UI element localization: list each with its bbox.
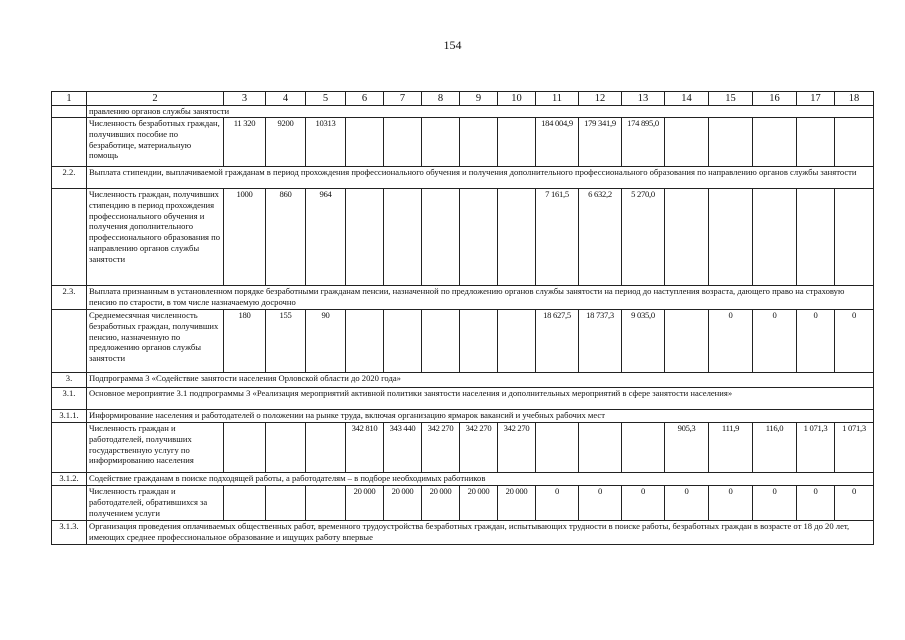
section-title: Информирование населения и работодателей о положении на рынке труда, включая организацию ярмарок вакансий и учебных рабочих мест: [87, 410, 874, 423]
value-cell: [709, 118, 753, 167]
value-cell: [266, 423, 306, 473]
value-cell: 5 270,0: [622, 189, 665, 286]
value-cell: 342 270: [422, 423, 460, 473]
column-number: 5: [306, 92, 346, 106]
value-cell: 9 035,0: [622, 310, 665, 373]
column-number: 9: [460, 92, 498, 106]
value-cell: 7 161,5: [536, 189, 579, 286]
column-number: 11: [536, 92, 579, 106]
section-title: Выплата признанным в установленном порядке безработными гражданам пенсии, назначенной по предложению органов службы занятости на период до наступления возраста, дающего право на страховую пенсию по старости, в том числе назначаемую досрочно: [87, 286, 874, 310]
column-number: 14: [665, 92, 709, 106]
value-cell: 6 632,2: [579, 189, 622, 286]
value-cell: [797, 118, 835, 167]
row-code-cell: [52, 106, 87, 118]
value-cell: 0: [622, 486, 665, 521]
value-cell: 20 000: [460, 486, 498, 521]
value-cell: 20 000: [346, 486, 384, 521]
value-cell: [422, 310, 460, 373]
value-cell: [753, 118, 797, 167]
value-cell: [665, 310, 709, 373]
value-cell: 1 071,3: [797, 423, 835, 473]
indicator-label: Численность граждан, получивших стипендию в период прохождения профессионального обучения и получения дополнительного профессионального образования по направлению органов службы занятости: [87, 189, 224, 286]
value-cell: 342 270: [498, 423, 536, 473]
value-cell: 18 737,3: [579, 310, 622, 373]
value-cell: 860: [266, 189, 306, 286]
value-cell: [306, 486, 346, 521]
value-cell: [536, 423, 579, 473]
indicator-row: [52, 423, 874, 473]
value-cell: 116,0: [753, 423, 797, 473]
row-code-cell: [52, 310, 87, 373]
column-number: 12: [579, 92, 622, 106]
value-cell: [224, 486, 266, 521]
indicator-label: Среднемесячная численность безработных граждан, получивших пенсию, назначенную по предложению органов службы занятости: [87, 310, 224, 373]
section-code: 3.: [52, 373, 87, 388]
column-number-row: [52, 92, 874, 106]
value-cell: 0: [797, 310, 835, 373]
value-cell: 20 000: [498, 486, 536, 521]
section-code: 3.1.3.: [52, 521, 87, 545]
value-cell: [665, 189, 709, 286]
column-number: 4: [266, 92, 306, 106]
section-row: [52, 473, 874, 486]
column-number: 15: [709, 92, 753, 106]
value-cell: [384, 189, 422, 286]
value-cell: 343 440: [384, 423, 422, 473]
column-number: 3: [224, 92, 266, 106]
value-cell: [460, 189, 498, 286]
column-number: 13: [622, 92, 665, 106]
value-cell: 0: [709, 486, 753, 521]
value-cell: [835, 118, 874, 167]
value-cell: 20 000: [384, 486, 422, 521]
section-title: Содействие гражданам в поиске подходящей работы, а работодателям – в подборе необходимых работников: [87, 473, 874, 486]
section-row: [52, 521, 874, 545]
value-cell: [579, 423, 622, 473]
column-number: 2: [87, 92, 224, 106]
value-cell: [460, 118, 498, 167]
indicator-label: Численность безработных граждан, получивших пособие по безработице, материальную помощь: [87, 118, 224, 167]
value-cell: 905,3: [665, 423, 709, 473]
value-cell: [709, 189, 753, 286]
value-cell: [797, 189, 835, 286]
row-code-cell: [52, 118, 87, 167]
value-cell: [460, 310, 498, 373]
row-code-cell: [52, 486, 87, 521]
value-cell: 90: [306, 310, 346, 373]
value-cell: 0: [753, 310, 797, 373]
value-cell: 342 270: [460, 423, 498, 473]
section-row: [52, 388, 874, 410]
value-cell: 1 071,3: [835, 423, 874, 473]
column-number: 17: [797, 92, 835, 106]
value-cell: [384, 118, 422, 167]
section-code: 3.1.2.: [52, 473, 87, 486]
value-cell: [224, 423, 266, 473]
indicator-row: [52, 189, 874, 286]
section-title: Выплата стипендии, выплачиваемой гражданам в период прохождения профессионального обучения и получения дополнительного профессионального образования по направлению органов службы занятости: [87, 167, 874, 189]
row-code-cell: [52, 189, 87, 286]
value-cell: [306, 423, 346, 473]
value-cell: 1000: [224, 189, 266, 286]
value-cell: [498, 310, 536, 373]
table-body: [52, 92, 874, 545]
section-code: 2.2.: [52, 167, 87, 189]
column-number: 6: [346, 92, 384, 106]
value-cell: 342 810: [346, 423, 384, 473]
value-cell: 0: [665, 486, 709, 521]
value-cell: [346, 189, 384, 286]
value-cell: 0: [753, 486, 797, 521]
value-cell: 0: [835, 486, 874, 521]
value-cell: [384, 310, 422, 373]
column-number: 16: [753, 92, 797, 106]
value-cell: 9200: [266, 118, 306, 167]
value-cell: 174 895,0: [622, 118, 665, 167]
value-cell: 0: [709, 310, 753, 373]
value-cell: [835, 189, 874, 286]
section-code: 2.3.: [52, 286, 87, 310]
value-cell: 0: [536, 486, 579, 521]
value-cell: [346, 310, 384, 373]
section-code: 3.1.1.: [52, 410, 87, 423]
page-number: 154: [443, 38, 462, 52]
continued-row: [52, 106, 874, 118]
section-row: [52, 286, 874, 310]
indicator-label: Численность граждан и работодателей, обратившихся за получением услуги: [87, 486, 224, 521]
value-cell: [422, 118, 460, 167]
value-cell: 180: [224, 310, 266, 373]
value-cell: [346, 118, 384, 167]
column-number: 1: [52, 92, 87, 106]
indicator-row: [52, 486, 874, 521]
value-cell: [665, 118, 709, 167]
column-number: 7: [384, 92, 422, 106]
value-cell: 179 341,9: [579, 118, 622, 167]
column-number: 18: [835, 92, 874, 106]
continued-text: правлению органов службы занятости: [87, 106, 874, 118]
section-title: Организация проведения оплачиваемых общественных работ, временного трудоустройства безработных граждан, испытывающих трудности в поиске работы, безработных граждан в возрасте от 18 до 20 лет, имеющих среднее профессиональное образование и ищущих работу впервые: [87, 521, 874, 545]
value-cell: [266, 486, 306, 521]
indicator-row: [52, 118, 874, 167]
value-cell: [622, 423, 665, 473]
value-cell: 0: [835, 310, 874, 373]
value-cell: 11 320: [224, 118, 266, 167]
program-indicators-table: [51, 91, 874, 545]
section-row: [52, 167, 874, 189]
value-cell: [498, 118, 536, 167]
value-cell: [498, 189, 536, 286]
section-title: Подпрограмма 3 «Содействие занятости населения Орловской области до 2020 года»: [87, 373, 874, 388]
section-title: Основное мероприятие 3.1 подпрограммы 3 «Реализация мероприятий активной политики занятости населения и дополнительных мероприятий в сфере занятости населения»: [87, 388, 874, 410]
value-cell: 155: [266, 310, 306, 373]
column-number: 10: [498, 92, 536, 106]
value-cell: 10313: [306, 118, 346, 167]
section-code: 3.1.: [52, 388, 87, 410]
value-cell: 111,9: [709, 423, 753, 473]
value-cell: 0: [797, 486, 835, 521]
section-row: [52, 373, 874, 388]
value-cell: 18 627,5: [536, 310, 579, 373]
indicator-label: Численность граждан и работодателей, получивших государственную услугу по информированию населения: [87, 423, 224, 473]
value-cell: 20 000: [422, 486, 460, 521]
section-row: [52, 410, 874, 423]
value-cell: 0: [579, 486, 622, 521]
indicator-row: [52, 310, 874, 373]
value-cell: [753, 189, 797, 286]
value-cell: 964: [306, 189, 346, 286]
value-cell: 184 004,9: [536, 118, 579, 167]
row-code-cell: [52, 423, 87, 473]
column-number: 8: [422, 92, 460, 106]
value-cell: [422, 189, 460, 286]
